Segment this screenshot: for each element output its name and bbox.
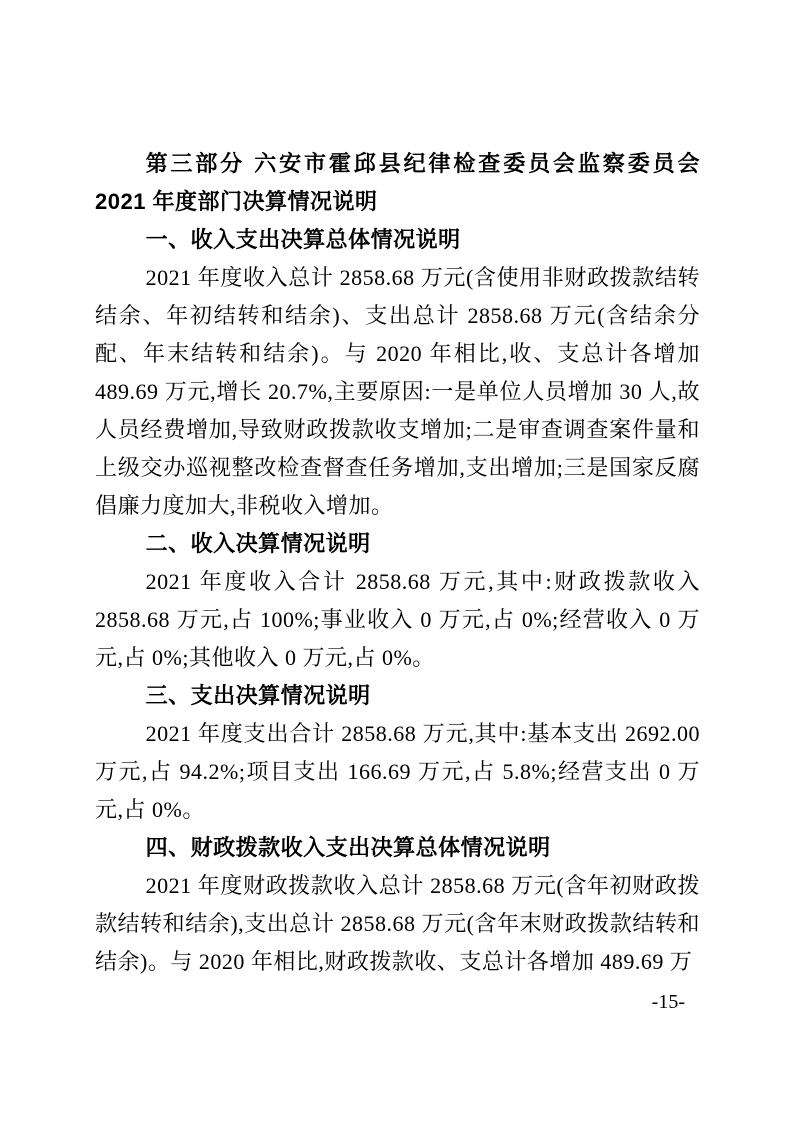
- section-body-income-expenditure-overview: 2021 年度收入总计 2858.68 万元(含使用非财政拨款结转结余、年初结转和结余)、支出总计 2858.68 万元(含结余分配、年末结转和结余)。与 2020 年相比,收、支总计各增加 489.69 万元,增长 20.7%,主要原因:一是单位人员增加 30 人,故人员经费增加,导致财政拨款收支增加;二是审查调查案件量和上级交办巡视整改检查督查任务增加,支出增加;三是国家反腐倡廉力度加大,非税收入增加。: [95, 265, 700, 518]
- section-body-fiscal-appropriation-overview: 2021 年度财政拨款收入总计 2858.68 万元(含年初财政拨款结转和结余),支出总计 2858.68 万元(含年末财政拨款结转和结余)。与 2020 年相比,财政拨款收、支总计各增加 489.69 万: [95, 873, 700, 974]
- section-heading-fiscal-appropriation-overview: 四、财政拨款收入支出决算总体情况说明: [145, 835, 551, 860]
- section-heading-expenditure-details: 三、支出决算情况说明: [145, 683, 371, 708]
- section-body-expenditure-details: 2021 年度支出合计 2858.68 万元,其中:基本支出 2692.00 万元,占 94.2%;项目支出 166.69 万元,占 5.8%;经营支出 0 万元,占 0%。: [95, 721, 700, 822]
- page-number: -15-: [651, 991, 685, 1013]
- section-heading-income-details: 二、收入决算情况说明: [145, 531, 371, 556]
- section-body-income-details: 2021 年度收入合计 2858.68 万元,其中:财政拨款收入 2858.68 万元,占 100%;事业收入 0 万元,占 0%;经营收入 0 万元,占 0%;其他收入 0 万元,占 0%。: [95, 569, 700, 670]
- document-title: 第三部分 六安市霍邱县纪律检查委员会监察委员会 2021 年度部门决算情况说明: [95, 151, 700, 214]
- section-heading-income-expenditure-overview: 一、收入支出决算总体情况说明: [145, 227, 461, 252]
